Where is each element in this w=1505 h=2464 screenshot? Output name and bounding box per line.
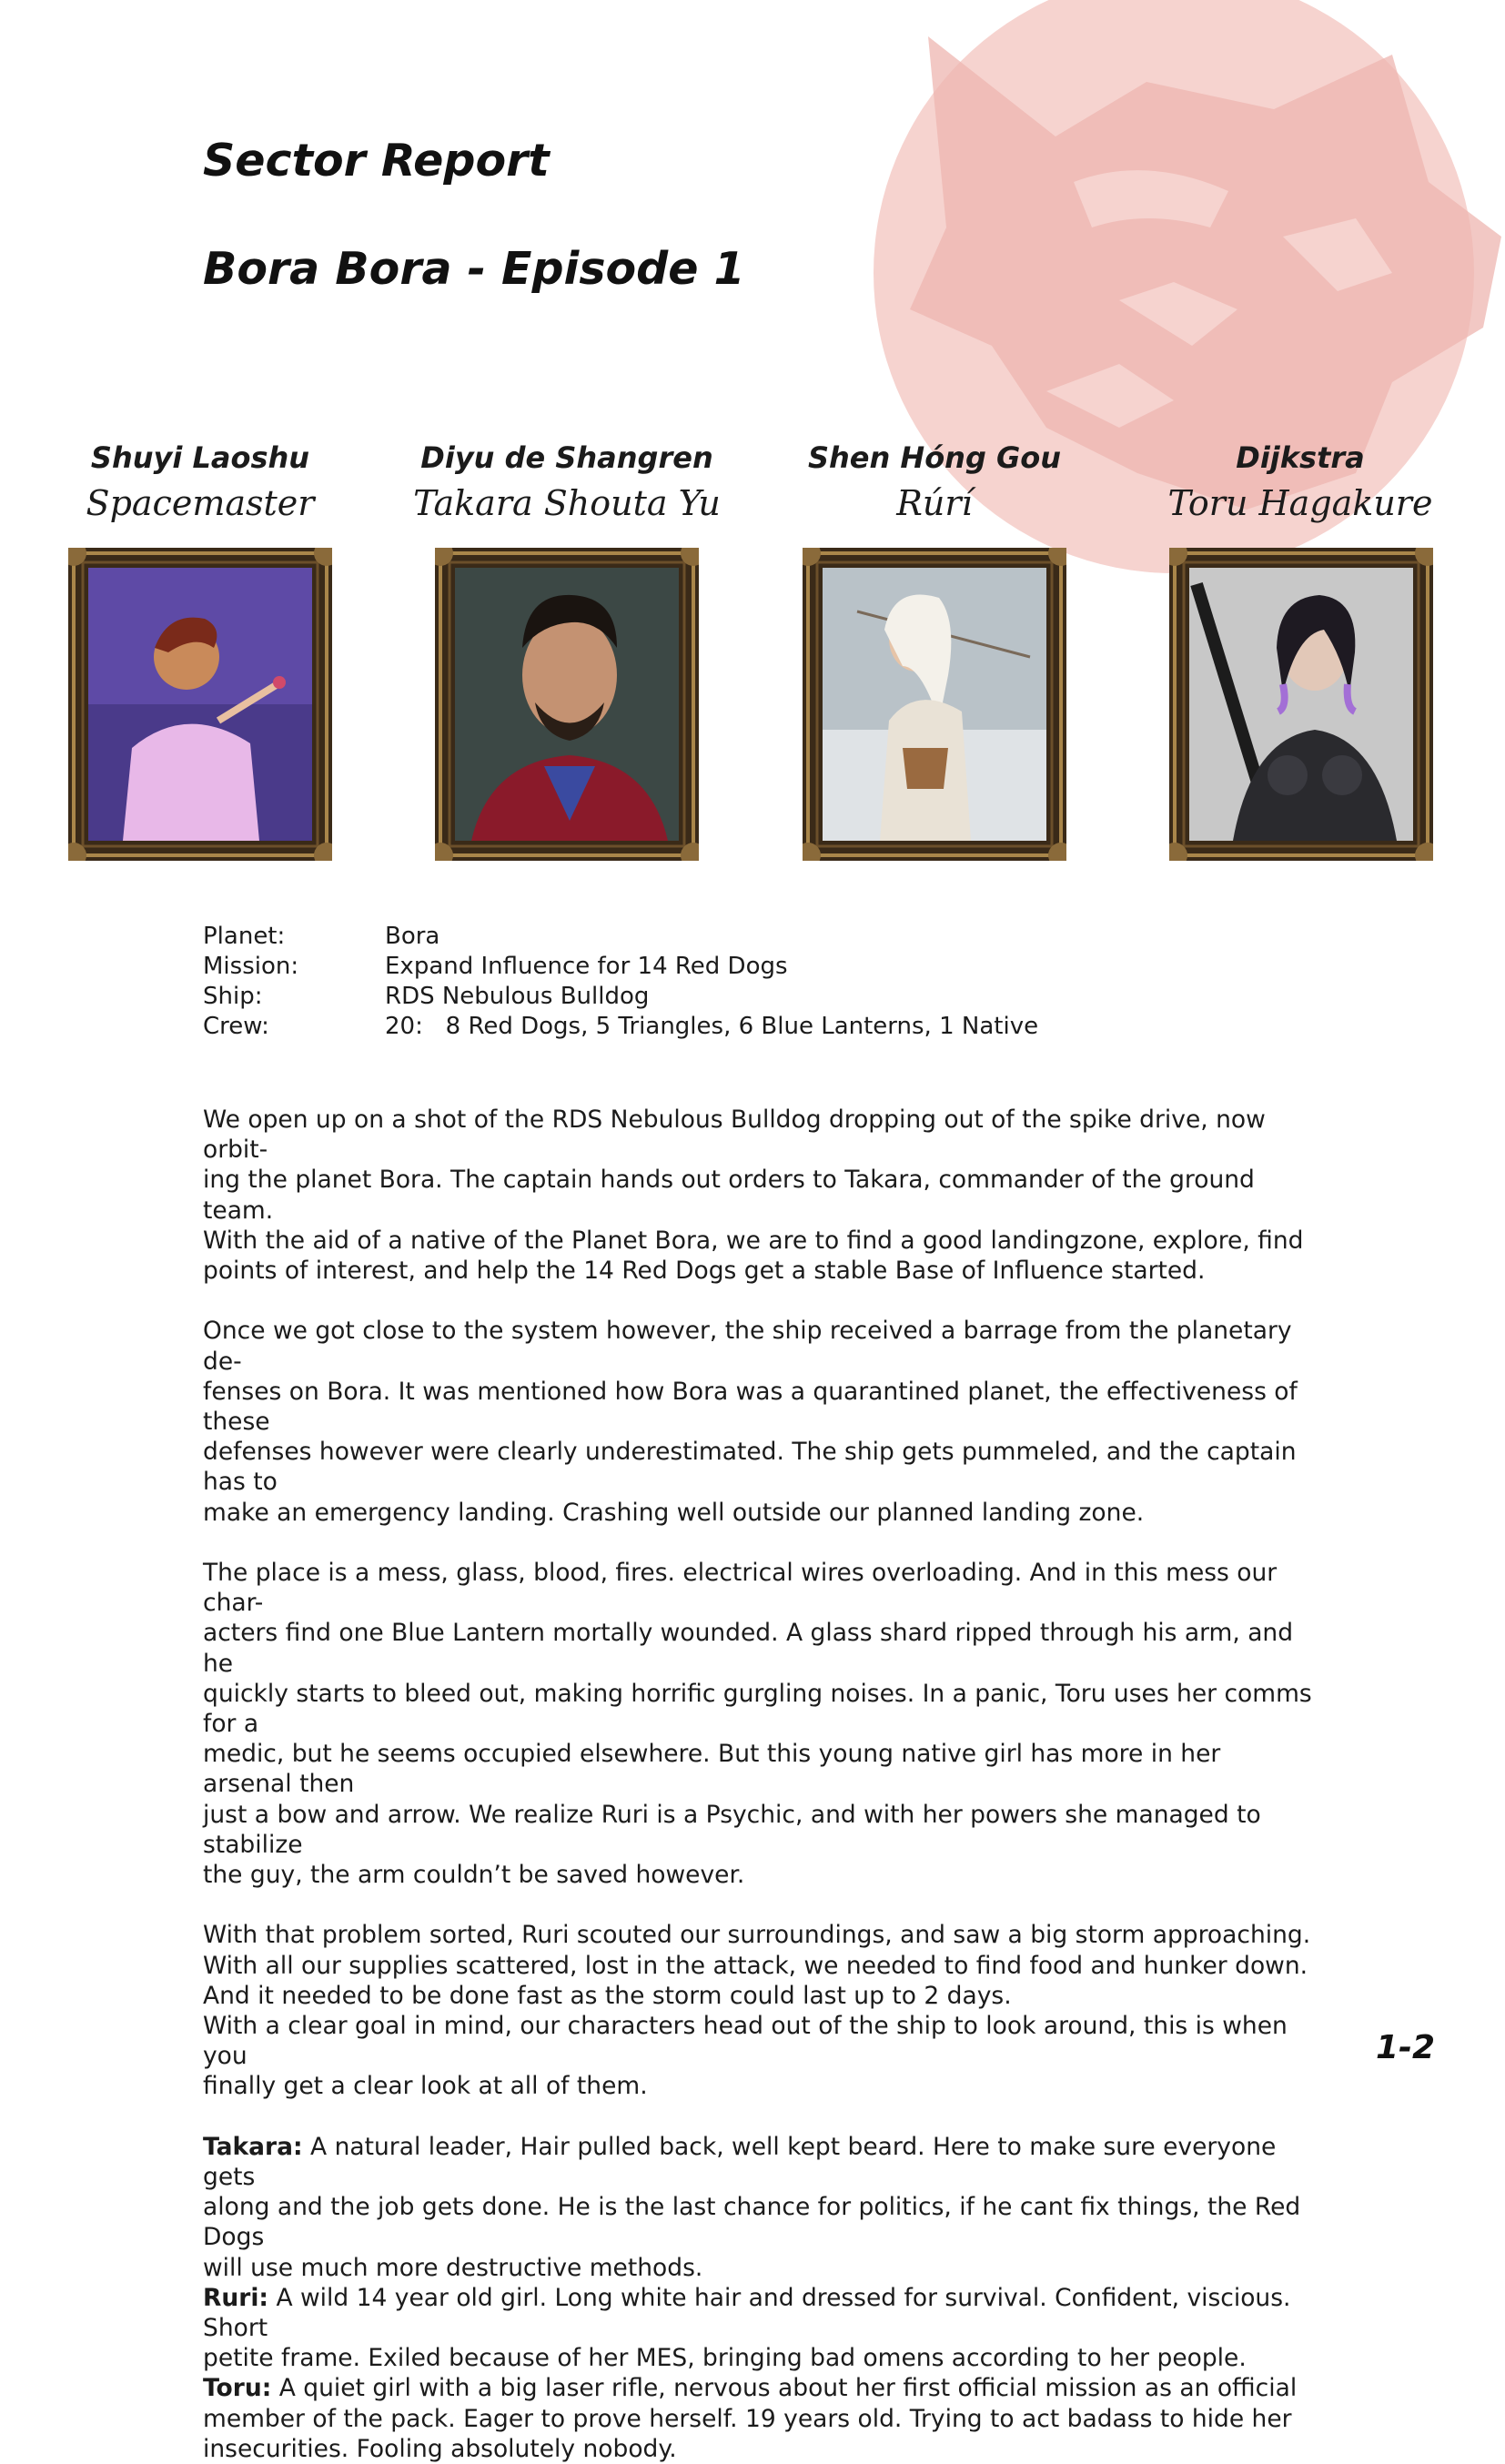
report-body: [203, 1105, 1313, 2464]
story-paragraph: We open up on a shot of the RDS Nebulous Bulldog dropping out of the spike drive, now orbit- ing the planet Bora. The captain hands out orders to Takara, commander of the ground team. With the aid of a native of the Planet Bora, we are to find a good landingzone, explore, find points of interest, and help the 14 Red Dogs get a stable Base of Influence started.: [203, 1106, 1304, 1286]
mission-details: [203, 922, 1038, 1042]
description-name: Ruri:: [203, 2283, 269, 2312]
story-paragraph: The place is a mess, glass, blood, fires. electrical wires overloading. And in this mess our char- acters find one Blue Lantern mortally wounded. A glass shard ripped through his arm, and he quickly starts to bleed out, making horrific gurgling noises. In a panic, Toru uses her comms for a medic, but he seems occupied elsewhere. But this young native girl has more in her arsenal then just a bow and arrow. We realize Ruri is a Psychic, and with her powers she managed to stabilize the guy, the arm couldn’t be saved however.: [203, 1559, 1312, 1890]
detail-value: RDS Nebulous Bulldog: [385, 983, 650, 1010]
detail-row: [203, 1012, 1038, 1042]
character-card: [403, 439, 731, 526]
red-dog-watermark-icon: [846, 0, 1505, 619]
story-paragraph: With that problem sorted, Ruri scouted our surroundings, and saw a big storm approaching. With all our supplies scattered, lost in the attack, we needed to find food and hunker down. And it needed to be done fast as the storm could last up to 2 days. With a clear goal in mind, our characters head out of the ship to look around, this is when you finally get a clear look at all of them.: [203, 1921, 1311, 2101]
description-name: Toru:: [203, 2374, 272, 2403]
detail-row: [203, 952, 1038, 982]
player-name: Dijkstra: [1236, 440, 1365, 475]
detail-value: 20: 8 Red Dogs, 5 Triangles, 6 Blue Lanterns, 1 Native: [385, 1013, 1039, 1040]
white-haired-archer-portrait-icon: [803, 548, 1066, 861]
page-number: 1-2: [1376, 2029, 1436, 2066]
episode-title: Bora Bora - Episode 1: [203, 243, 745, 295]
detail-label: Crew:: [203, 1013, 269, 1040]
page-title: Sector Report: [203, 135, 550, 187]
player-name: Shen Hóng Gou: [807, 440, 1062, 475]
character-description: Ruri: A wild 14 year old girl. Long white hair and dressed for survival. Confident, viscious. Short petite frame. Exiled because of her MES, bringing bad omens according to her people.: [203, 2283, 1291, 2373]
character-name: Rúrí: [896, 483, 973, 523]
detail-value: Bora: [385, 923, 440, 950]
character-card: [1136, 439, 1464, 526]
character-card: [771, 439, 1098, 526]
character-description: Takara: A natural leader, Hair pulled back, well kept beard. Here to make sure everyone gets along and the job gets done. He is the last chance for politics, if he cant fix things, the Red Dogs will use much more destructive methods.: [203, 2132, 1301, 2282]
story-paragraph: Once we got close to the system however, the ship received a barrage from the planetary de- fenses on Bora. It was mentioned how Bora was a quarantined planet, the effectiveness of these defenses however were clearly underestimated. The ship gets pummeled, and the captain has to make an emergency landing. Crashing well outside our planned landing zone.: [203, 1317, 1298, 1527]
detail-value: Expand Influence for 14 Red Dogs: [385, 953, 788, 980]
woman-with-pipe-portrait-icon: [68, 548, 332, 861]
detail-label: Planet:: [203, 923, 286, 950]
character-description: Toru: A quiet girl with a big laser rifle, nervous about her first official mission as an official member of the pack. Eager to prove herself. 19 years old. Trying to act badass to hide her insecurities. Fooling absolutely nobody.: [203, 2374, 1298, 2463]
character-name: Spacemaster: [86, 483, 315, 523]
character-name: Takara Shouta Yu: [413, 483, 721, 523]
bearded-man-portrait-icon: [435, 548, 699, 861]
player-name: Shuyi Laoshu: [90, 440, 310, 475]
girl-with-rifle-portrait-icon: [1169, 548, 1433, 861]
player-name: Diyu de Shangren: [420, 440, 713, 475]
detail-row: [203, 982, 1038, 1012]
detail-label: Ship:: [203, 983, 263, 1010]
character-card: [36, 439, 364, 526]
detail-row: [203, 922, 1038, 952]
character-name: Toru Hagakure: [1167, 483, 1433, 523]
detail-label: Mission:: [203, 953, 299, 980]
description-name: Takara:: [203, 2132, 303, 2161]
